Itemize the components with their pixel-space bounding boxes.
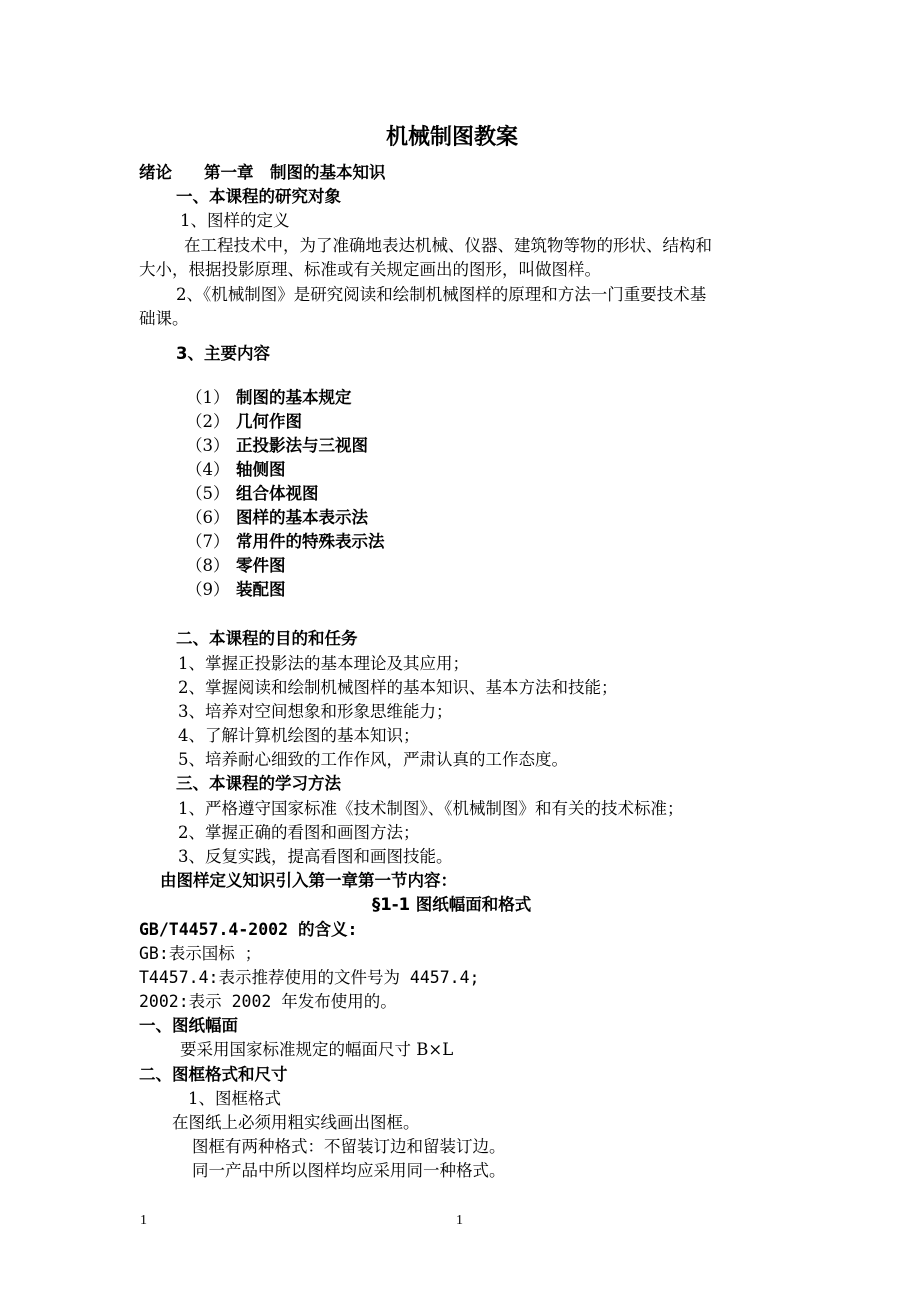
contents-item-text: 组合体视图: [236, 484, 319, 503]
contents-item-number: （2）: [186, 412, 230, 431]
section2-item: 1、掌握正投影法的基本理论及其应用；: [178, 654, 469, 673]
paper-size-heading: 一、图纸幅面: [139, 1016, 238, 1035]
subsection-heading: §1-1 图纸幅面和格式: [372, 895, 532, 914]
contents-item-text: 几何作图: [236, 412, 302, 431]
document-title: 机械制图教案: [386, 125, 519, 150]
standard-year-line: 2002:表示 2002 年发布使用的。: [139, 992, 397, 1011]
contents-item-text: 制图的基本规定: [236, 388, 352, 407]
contents-item: [186, 459, 286, 481]
section1-item3: 3、主要内容: [176, 344, 270, 363]
contents-item-number: （1）: [186, 388, 230, 407]
contents-item-number: （3）: [186, 436, 230, 455]
contents-item-text: 正投影法与三视图: [236, 436, 368, 455]
section2-item: 3、培养对空间想象和形象思维能力；: [178, 702, 453, 721]
contents-item: [186, 411, 302, 433]
section1-paragraph-line1: 在工程技术中，为了准确地表达机械、仪器、建筑物等物的形状、结构和: [184, 236, 712, 255]
contents-item-text: 图样的基本表示法: [236, 508, 368, 527]
paper-size-text: 要采用国家标准规定的幅面尺寸 B×L: [180, 1040, 454, 1059]
chapter-name: 第一章 制图的基本知识: [204, 163, 386, 182]
contents-item-text: 零件图: [236, 556, 286, 575]
section1-item2-line2: 础课。: [139, 309, 189, 328]
contents-item-number: （8）: [186, 556, 230, 575]
standard-gb-line: GB:表示国标 ；: [139, 944, 262, 963]
contents-item: [186, 507, 368, 529]
contents-item-number: （9）: [186, 580, 230, 599]
section1-heading: 一、本课程的研究对象: [176, 187, 341, 206]
contents-item: [186, 435, 368, 457]
contents-item: [186, 531, 385, 553]
frame-heading: 二、图框格式和尺寸: [139, 1065, 288, 1084]
contents-item-text: 轴侧图: [236, 460, 286, 479]
section2-item: 4、了解计算机绘图的基本知识；: [178, 726, 420, 745]
section3-item: 3、反复实践，提高看图和画图技能。: [178, 847, 453, 866]
contents-item-text: 常用件的特殊表示法: [236, 532, 385, 551]
standard-t-line: T4457.4:表示推荐使用的文件号为 4457.4;: [139, 968, 480, 987]
section3-item: 1、严格遵守国家标准《技术制图》、《机械制图》和有关的技术标准；: [178, 799, 684, 818]
section1-item1: 1、图样的定义: [180, 211, 290, 230]
intro-line: 由图样定义知识引入第一章第一节内容：: [160, 871, 457, 890]
frame-line3: 同一产品中所以图样均应采用同一种格式。: [192, 1161, 506, 1180]
section3-heading: 三、本课程的学习方法: [176, 774, 341, 793]
contents-item-number: （4）: [186, 460, 230, 479]
section3-item: 2、掌握正确的看图和画图方法；: [178, 823, 420, 842]
frame-line1: 在图纸上必须用粗实线画出图框。: [172, 1113, 420, 1132]
section1-paragraph-line2: 大小，根据投影原理、标准或有关规定画出的图形，叫做图样。: [139, 260, 601, 279]
contents-item-number: （6）: [186, 508, 230, 527]
chapter-label: 绪论: [139, 163, 172, 182]
frame-line2: 图框有两种格式：不留装订边和留装订边。: [192, 1137, 506, 1156]
contents-item-number: （7）: [186, 532, 230, 551]
footer-page-number-left: 1: [140, 1213, 147, 1228]
frame-item1: 1、图框格式: [188, 1089, 281, 1108]
standard-heading: GB/T4457.4-2002 的含义:: [139, 920, 358, 939]
contents-item: [186, 579, 286, 601]
contents-item-number: （5）: [186, 484, 230, 503]
section2-item: 2、掌握阅读和绘制机械图样的基本知识、基本方法和技能；: [178, 678, 618, 697]
section2-heading: 二、本课程的目的和任务: [176, 629, 358, 648]
footer-page-number-center: 1: [456, 1213, 463, 1228]
contents-item: [186, 387, 352, 409]
section1-item2-line1: 2、《机械制图》是研究阅读和绘制机械图样的原理和方法一门重要技术基: [176, 285, 707, 304]
contents-item: [186, 483, 319, 505]
section2-item: 5、培养耐心细致的工作作风，严肃认真的工作态度。: [178, 750, 568, 769]
contents-item: [186, 555, 286, 577]
contents-item-text: 装配图: [236, 580, 286, 599]
